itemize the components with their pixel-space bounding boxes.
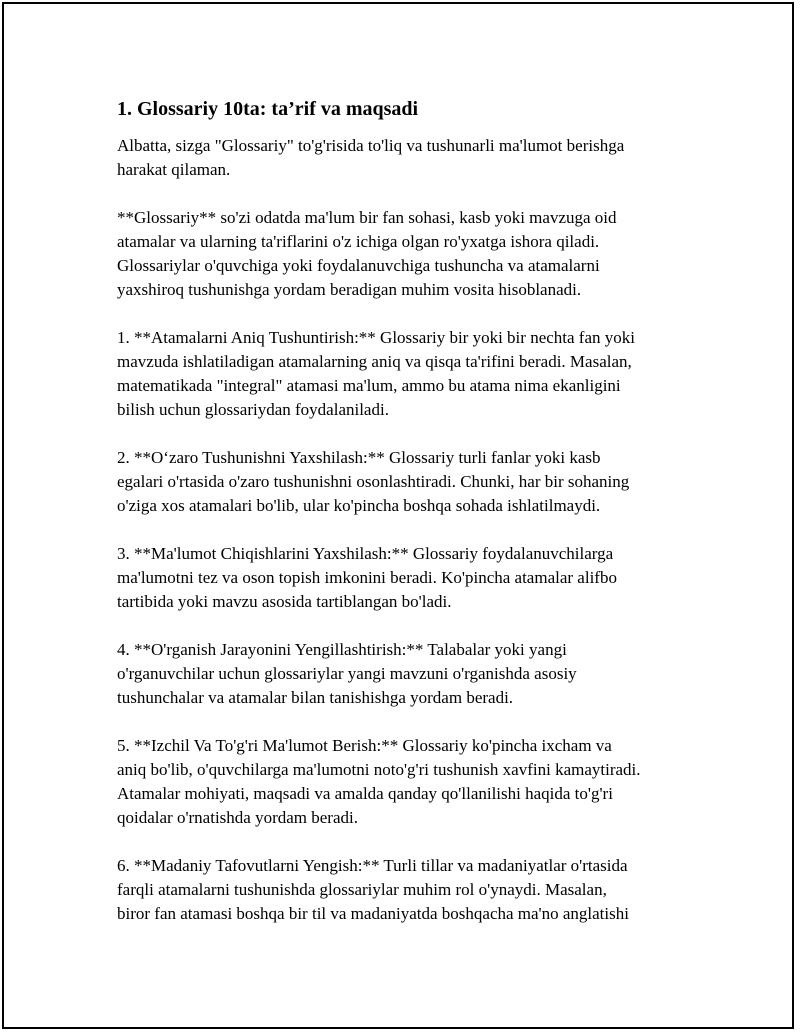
- list-item-3: 3. **Ma'lumot Chiqishlarini Yaxshilash:** Glossariy foydalanuvchilarga ma'lumotni tez va oson topish imkonini beradi. Ko'pincha atamalar alifbo tartibida yoki mavzu asosida tartiblangan bo'ladi.: [117, 544, 617, 611]
- list-item-1: 1. **Atamalarni Aniq Tushuntirish:** Glossariy bir yoki bir nechta fan yoki mavzuda ishlatiladigan atamalarning aniq va qisqa ta'rifini beradi. Masalan, matematikada "integral" atamasi ma'lum, ammo bu atama nima ekanligini bilish uchun glossariydan foydalaniladi.: [117, 328, 635, 419]
- document-title: 1. Glossariy 10ta: ta’rif va maqsadi: [117, 98, 419, 120]
- list-item-2: 2. **O‘zaro Tushunishni Yaxshilash:** Glossariy turli fanlar yoki kasb egalari o'rtasida o'zaro tushunishni osonlashtiradi. Chunki, har bir sohaning o'ziga xos atamalari bo'lib, ular ko'pincha boshqa sohada ishlatilmaydi.: [117, 448, 630, 515]
- document-body: [117, 96, 717, 950]
- intro-paragraph: Albatta, sizga "Glossariy" to'g'risida to'liq va tushunarli ma'lumot berishga harakat qilaman.: [117, 136, 625, 179]
- definition-paragraph: **Glossariy** so'zi odatda ma'lum bir fan sohasi, kasb yoki mavzuga oid atamalar va ularning ta'riflarini o'z ichiga olgan ro'yxatga ishora qiladi. Glossariylar o'quvchiga yoki foydalanuvchiga tushuncha va atamalarni yaxshiroq tushunishga yordam beradigan muhim vosita hisoblanadi.: [117, 208, 617, 299]
- list-item-6: 6. **Madaniy Tafovutlarni Yengish:** Turli tillar va madaniyatlar o'rtasida farqli atamalarni tushunishda glossariylar muhim rol o'ynaydi. Masalan, biror fan atamasi boshqa bir til va madaniyatda boshqacha ma'no anglatishi: [117, 856, 629, 923]
- list-item-5: 5. **Izchil Va To'g'ri Ma'lumot Berish:** Glossariy ko'pincha ixcham va aniq bo'lib, o'quvchilarga ma'lumotni noto'g'ri tushunish xavfini kamaytiradi. Atamalar mohiyati, maqsadi va amalda qanday qo'llanilishi haqida to'g'ri qoidalar o'rnatishda yordam beradi.: [117, 736, 641, 827]
- list-item-4: 4. **O'rganish Jarayonini Yengillashtirish:** Talabalar yoki yangi o'rganuvchilar uchun glossariylar yangi mavzuni o'rganishda asosiy tushunchalar va atamalar bilan tanishishga yordam beradi.: [117, 640, 577, 707]
